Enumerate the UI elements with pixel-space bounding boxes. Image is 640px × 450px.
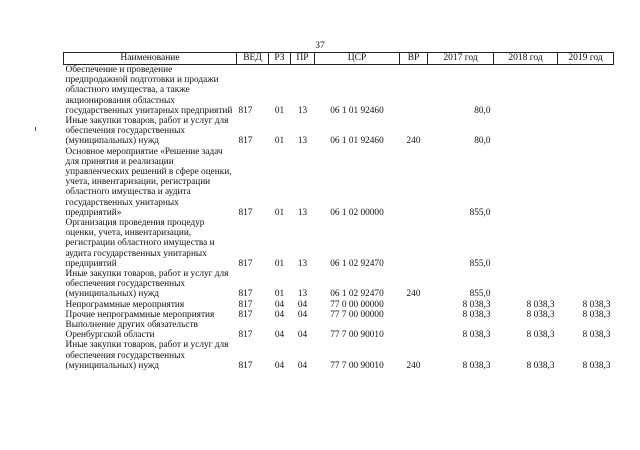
row-2019: [558, 116, 614, 147]
row-name: Обеспечение и проведение предпродажной подготовки и продажи областного имущества, а также акционирования областных государственных унитарных предприятий: [65, 65, 233, 116]
row-vr: [400, 310, 428, 320]
row-vr: [400, 65, 428, 117]
row-ved: 817: [238, 258, 253, 269]
table-row: [64, 147, 614, 218]
row-name: Прочие непрограммные мероприятия: [65, 309, 215, 320]
header-rz: РЗ: [269, 53, 291, 65]
row-csr: 77 7 00 00000: [330, 309, 384, 320]
table-row: [64, 218, 614, 269]
row-csr: 06 1 02 92470: [330, 258, 384, 269]
row-csr: 06 1 02 00000: [330, 207, 384, 218]
row-2019: [558, 65, 614, 117]
header-vr: ВР: [400, 53, 428, 65]
row-2019: [558, 218, 614, 269]
header-csr: ЦСР: [315, 53, 400, 65]
row-2019: 8 038,3: [582, 330, 611, 341]
row-2017: 80,0: [474, 136, 491, 147]
row-name: Непрограммные мероприятия: [65, 299, 185, 310]
row-2018: 8 038,3: [526, 330, 555, 341]
row-vr: 240: [406, 360, 421, 371]
header-pr: ПР: [291, 53, 315, 65]
row-2018: [494, 147, 558, 218]
row-2018: 8 038,3: [526, 299, 555, 310]
row-2017: 855,0: [469, 258, 491, 269]
row-ved: 817: [238, 136, 253, 147]
row-csr: 06 1 01 92460: [330, 105, 384, 116]
table-row: [64, 116, 614, 147]
row-rz: 01: [274, 207, 285, 218]
row-2017: 8 038,3: [462, 330, 491, 341]
row-2018: [494, 116, 558, 147]
row-ved: 817: [238, 105, 253, 116]
row-pr: 13: [297, 136, 308, 147]
row-ved: 817: [238, 309, 253, 320]
row-vr: [400, 147, 428, 218]
row-rz: 04: [274, 360, 285, 371]
row-2019: 8 038,3: [582, 299, 611, 310]
row-ved: 817: [238, 207, 253, 218]
row-vr: 240: [406, 289, 421, 300]
row-2018: 8 038,3: [526, 309, 555, 320]
budget-table: [63, 52, 614, 371]
row-vr: [400, 320, 428, 340]
row-csr: 77 7 00 90010: [330, 330, 384, 341]
row-ved: 817: [238, 299, 253, 310]
header-2018: 2018 год: [494, 53, 558, 65]
row-pr: 04: [297, 299, 308, 310]
row-2017: 80,0: [474, 105, 491, 116]
row-pr: 13: [297, 289, 308, 300]
row-2019: 8 038,3: [582, 360, 611, 371]
header-2017: 2017 год: [428, 53, 494, 65]
row-pr: 13: [297, 207, 308, 218]
row-rz: 04: [274, 330, 285, 341]
page-number: 37: [315, 41, 325, 51]
row-name: Основное мероприятие «Решение задач для принятия и реализации управленческих решений в сфере оценки, учета, инвентаризации, регистрации областного имущества и аудита государственных унитарных предприятий»: [65, 146, 232, 218]
row-rz: 04: [274, 309, 285, 320]
row-2019: [558, 269, 614, 300]
scan-artifact: [35, 127, 36, 131]
row-vr: [400, 218, 428, 269]
row-pr: 13: [297, 105, 308, 116]
table-header-row: [64, 53, 614, 65]
row-pr: 13: [297, 258, 308, 269]
row-csr: 77 7 00 90010: [330, 360, 384, 371]
row-rz: 01: [274, 258, 285, 269]
table-row: [64, 300, 614, 310]
row-2018: [494, 218, 558, 269]
row-name: Иные закупки товаров, работ и услуг для обеспечения государственных (муниципальных) нужд: [65, 340, 229, 371]
row-rz: 01: [274, 136, 285, 147]
row-2018: 8 038,3: [526, 360, 555, 371]
row-2017: 8 038,3: [462, 299, 491, 310]
row-rz: 01: [274, 289, 285, 300]
row-ved: 817: [238, 330, 253, 341]
row-pr: 04: [297, 309, 308, 320]
row-ved: 817: [238, 289, 253, 300]
row-csr: 77 0 00 00000: [330, 299, 384, 310]
row-rz: 04: [274, 299, 285, 310]
row-pr: 04: [297, 330, 308, 341]
row-name: Организация проведения процедур оценки, учета, инвентаризации, регистрации областного имущества и аудита государственных унитарных предприятий: [65, 218, 215, 269]
table-row: [64, 269, 614, 300]
row-vr: 240: [406, 136, 421, 147]
row-2019: [558, 147, 614, 218]
row-csr: 06 1 01 92460: [330, 136, 384, 147]
row-2018: [494, 65, 558, 117]
row-name: Иные закупки товаров, работ и услуг для обеспечения государственных (муниципальных) нужд: [65, 116, 229, 147]
row-2017: 8 038,3: [462, 309, 491, 320]
row-2019: 8 038,3: [582, 309, 611, 320]
header-name: Наименование: [64, 53, 237, 65]
row-ved: 817: [238, 360, 253, 371]
row-2017: 855,0: [469, 207, 491, 218]
table-row: [64, 65, 614, 117]
table-row: [64, 320, 614, 340]
row-rz: 01: [274, 105, 285, 116]
row-2018: [494, 269, 558, 300]
table-row: [64, 340, 614, 371]
row-name: Иные закупки товаров, работ и услуг для обеспечения государственных (муниципальных) нужд: [65, 269, 229, 300]
table-row: [64, 310, 614, 320]
row-vr: [400, 300, 428, 310]
header-2019: 2019 год: [558, 53, 614, 65]
header-ved: ВЕД: [237, 53, 269, 65]
row-pr: 04: [297, 360, 308, 371]
row-name: Выполнение других обязательств Оренбургской области: [65, 320, 198, 341]
row-2017: 855,0: [469, 289, 491, 300]
row-csr: 06 1 02 92470: [330, 289, 384, 300]
row-2017: 8 038,3: [462, 360, 491, 371]
